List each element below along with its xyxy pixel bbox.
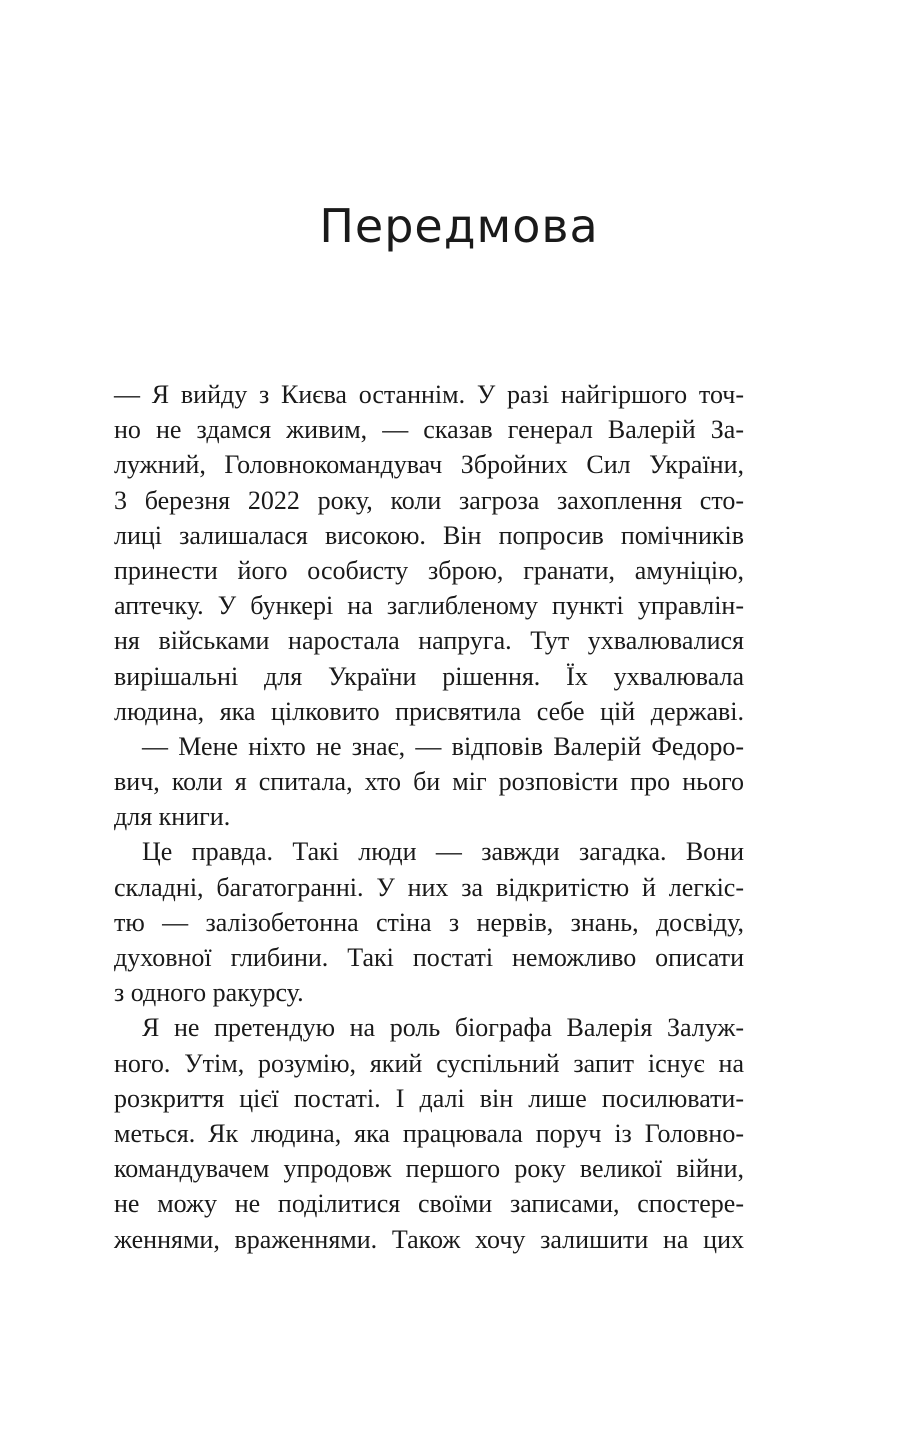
text-line: вич, коли я спитала, хто би міг розповісти про нього: [114, 767, 744, 797]
text-line: ня військами наростала напруга. Тут ухвалювалися: [114, 626, 744, 656]
text-line: ного. Утім, розумію, який суспільний запит існує на: [114, 1048, 744, 1078]
text-line: командувачем упродовж першого року великої війни,: [114, 1154, 744, 1184]
text-line: людина, яка цілковито присвятила себе цій державі.: [114, 696, 744, 726]
text-line: з одного ракурсу.: [114, 978, 304, 1008]
text-line: но не здамся живим, — сказав генерал Валерій За-: [114, 415, 744, 445]
text-line: принести його особисту зброю, гранати, амуніцію,: [114, 555, 744, 585]
text-line: 3 березня 2022 року, коли загроза захоплення сто-: [114, 485, 744, 515]
text-line: женнями, враженнями. Також хочу залишити на цих: [114, 1224, 744, 1254]
text-line: — Мене ніхто не знає, — відповів Валерій Федоро-: [142, 731, 744, 761]
text-line: лужний, Головнокомандувач Збройних Сил України,: [114, 450, 744, 480]
text-line: розкриття цієї постаті. І далі він лише посилювати-: [114, 1083, 744, 1113]
text-line: тю — залізобетонна стіна з нервів, знань, досвіду,: [114, 907, 744, 937]
text-line: — Я вийду з Києва останнім. У разі найгіршого точ-: [114, 380, 744, 409]
text-line: не можу не поділитися своїми записами, спостере-: [114, 1189, 744, 1219]
text-line: аптечку. У бункері на заглибленому пункті управлін-: [114, 591, 744, 621]
body-text: [114, 377, 744, 1257]
text-line: складні, багатогранні. У них за відкритістю й легкіс-: [114, 872, 744, 902]
text-line: Я не претендую на роль біографа Валерія Залуж-: [142, 1013, 744, 1043]
page-title: Передмова: [319, 199, 599, 253]
text-line: меться. Як людина, яка працювала поруч із Головно-: [114, 1118, 744, 1148]
text-line: вирішальні для України рішення. Їх ухвалювала: [114, 661, 744, 691]
text-line: для книги.: [114, 802, 231, 832]
text-line: лиці залишалася високою. Він попросив помічників: [114, 520, 744, 550]
text-line: Це правда. Такі люди — завжди загадка. Вони: [142, 837, 744, 867]
text-line: духовної глибини. Такі постаті неможливо описати: [114, 943, 744, 972]
